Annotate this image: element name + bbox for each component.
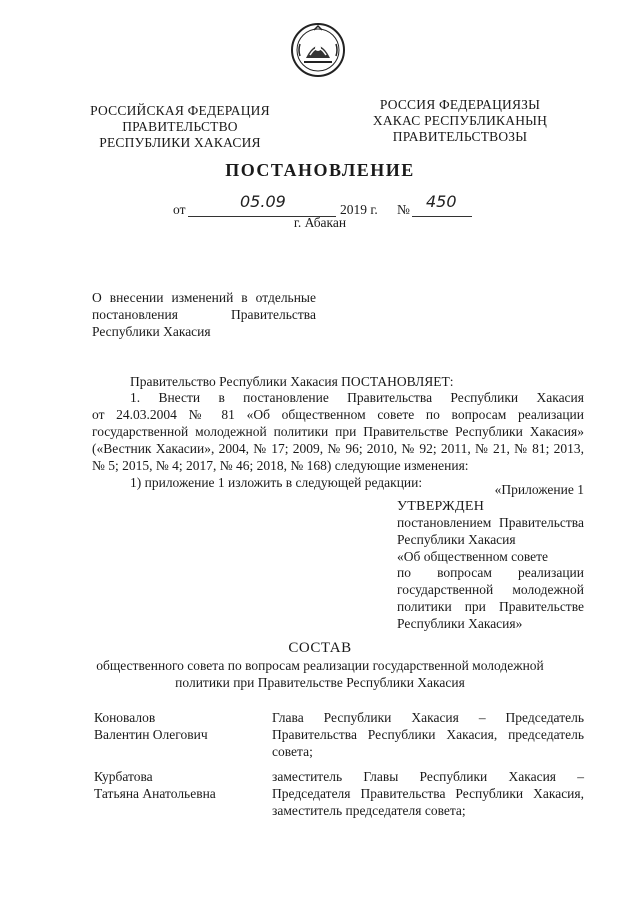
date-from-label: от bbox=[173, 202, 186, 217]
appendix-label: «Приложение 1 bbox=[494, 482, 584, 497]
composition-subtitle-line: политики при Правительстве Республики Хакасия bbox=[175, 675, 465, 690]
appendix-body bbox=[397, 515, 584, 633]
member-role-line: заместитель председателя совета; bbox=[272, 803, 466, 818]
member-role-line: Правительства Республики Хакасия, председатель bbox=[272, 727, 584, 742]
member-name bbox=[94, 709, 264, 743]
city: г. Абакан bbox=[293, 215, 347, 230]
appendix-line: государственной молодежной bbox=[397, 582, 584, 598]
point-1-line: № 5; 2015, № 4; 2017, № 46; 2018, № 168) следующие изменения: bbox=[92, 458, 469, 473]
subject-line: Республики Хакасия bbox=[92, 324, 211, 339]
coat-of-arms-icon bbox=[290, 22, 346, 78]
member-role-line: Глава Республики Хакасия – Председатель bbox=[272, 710, 584, 725]
header-left-line: ПРАВИТЕЛЬСТВО bbox=[122, 119, 238, 134]
header-left bbox=[80, 103, 280, 151]
member-surname: Курбатова bbox=[94, 769, 153, 784]
member-given-names: Татьяна Анатольевна bbox=[94, 786, 216, 801]
member-name bbox=[94, 768, 264, 802]
subject-block bbox=[92, 289, 316, 340]
document-title: ПОСТАНОВЛЕНИЕ bbox=[225, 160, 415, 180]
member-role-line: Председателя Правительства Республики Хакасия, bbox=[272, 786, 584, 801]
number-label: № bbox=[397, 202, 410, 217]
member-role-line: заместитель Главы Республики Хакасия – bbox=[272, 769, 584, 784]
point-1-line: от 24.03.2004 № 81 «Об общественном совете по вопросам реализации bbox=[92, 407, 584, 422]
subject-line: постановления Правительства bbox=[92, 307, 316, 322]
point-1-line: 1. Внести в постановление Правительства Республики Хакасия bbox=[130, 390, 584, 405]
date-value: 05.09 bbox=[240, 192, 286, 211]
point-1-line: («Вестник Хакасии», 2004, № 17; 2009, № 96; 2010, № 92; 2011, № 21, № 81; 2013, bbox=[92, 441, 584, 456]
member-role bbox=[272, 768, 584, 819]
number-value: 450 bbox=[426, 192, 457, 211]
header-right-line: РОССИЯ ФЕДЕРАЦИЯЗЫ bbox=[379, 97, 541, 112]
member-role bbox=[272, 709, 584, 760]
header-left-line: РЕСПУБЛИКИ ХАКАСИЯ bbox=[99, 135, 261, 150]
header-left-line: РОССИЙСКАЯ ФЕДЕРАЦИЯ bbox=[90, 103, 270, 118]
point-1-line: государственной молодежной политики при Правительстве Республики Хакасия» bbox=[92, 424, 584, 439]
composition-subtitle-line: общественного совета по вопросам реализации государственной молодежной bbox=[96, 658, 544, 673]
approved-heading: УТВЕРЖДЕН bbox=[397, 499, 485, 514]
date-year: 2019 г. bbox=[340, 202, 378, 217]
appendix-line: «Об общественном совете bbox=[397, 548, 549, 564]
member-given-names: Валентин Олегович bbox=[94, 727, 208, 742]
composition-title: СОСТАВ bbox=[288, 640, 352, 656]
member-surname: Коновалов bbox=[94, 710, 156, 725]
appendix-line: Республики Хакасия» bbox=[397, 615, 523, 631]
appendix-line: постановлением Правительства bbox=[397, 515, 584, 530]
header-right-line: ХАКАС РЕСПУБЛИКАНЫҢ bbox=[372, 113, 548, 128]
appendix-line: политики при Правительстве bbox=[397, 598, 584, 614]
intro-paragraph: Правительство Республики Хакасия ПОСТАНОВЛЯЕТ: bbox=[130, 374, 454, 389]
member-role-line: совета; bbox=[272, 744, 313, 759]
point-1 bbox=[92, 389, 584, 491]
appendix-line: Республики Хакасия bbox=[397, 531, 516, 547]
appendix-line: по вопросам реализации bbox=[397, 565, 584, 581]
header-right bbox=[360, 97, 560, 145]
header-right-line: ПРАВИТЕЛЬСТВОЗЫ bbox=[392, 129, 528, 144]
subject-line: О внесении изменений в отдельные bbox=[92, 290, 316, 305]
subpoint-1: 1) приложение 1 изложить в следующей редакции: bbox=[130, 475, 423, 490]
composition-subtitle bbox=[60, 657, 580, 691]
